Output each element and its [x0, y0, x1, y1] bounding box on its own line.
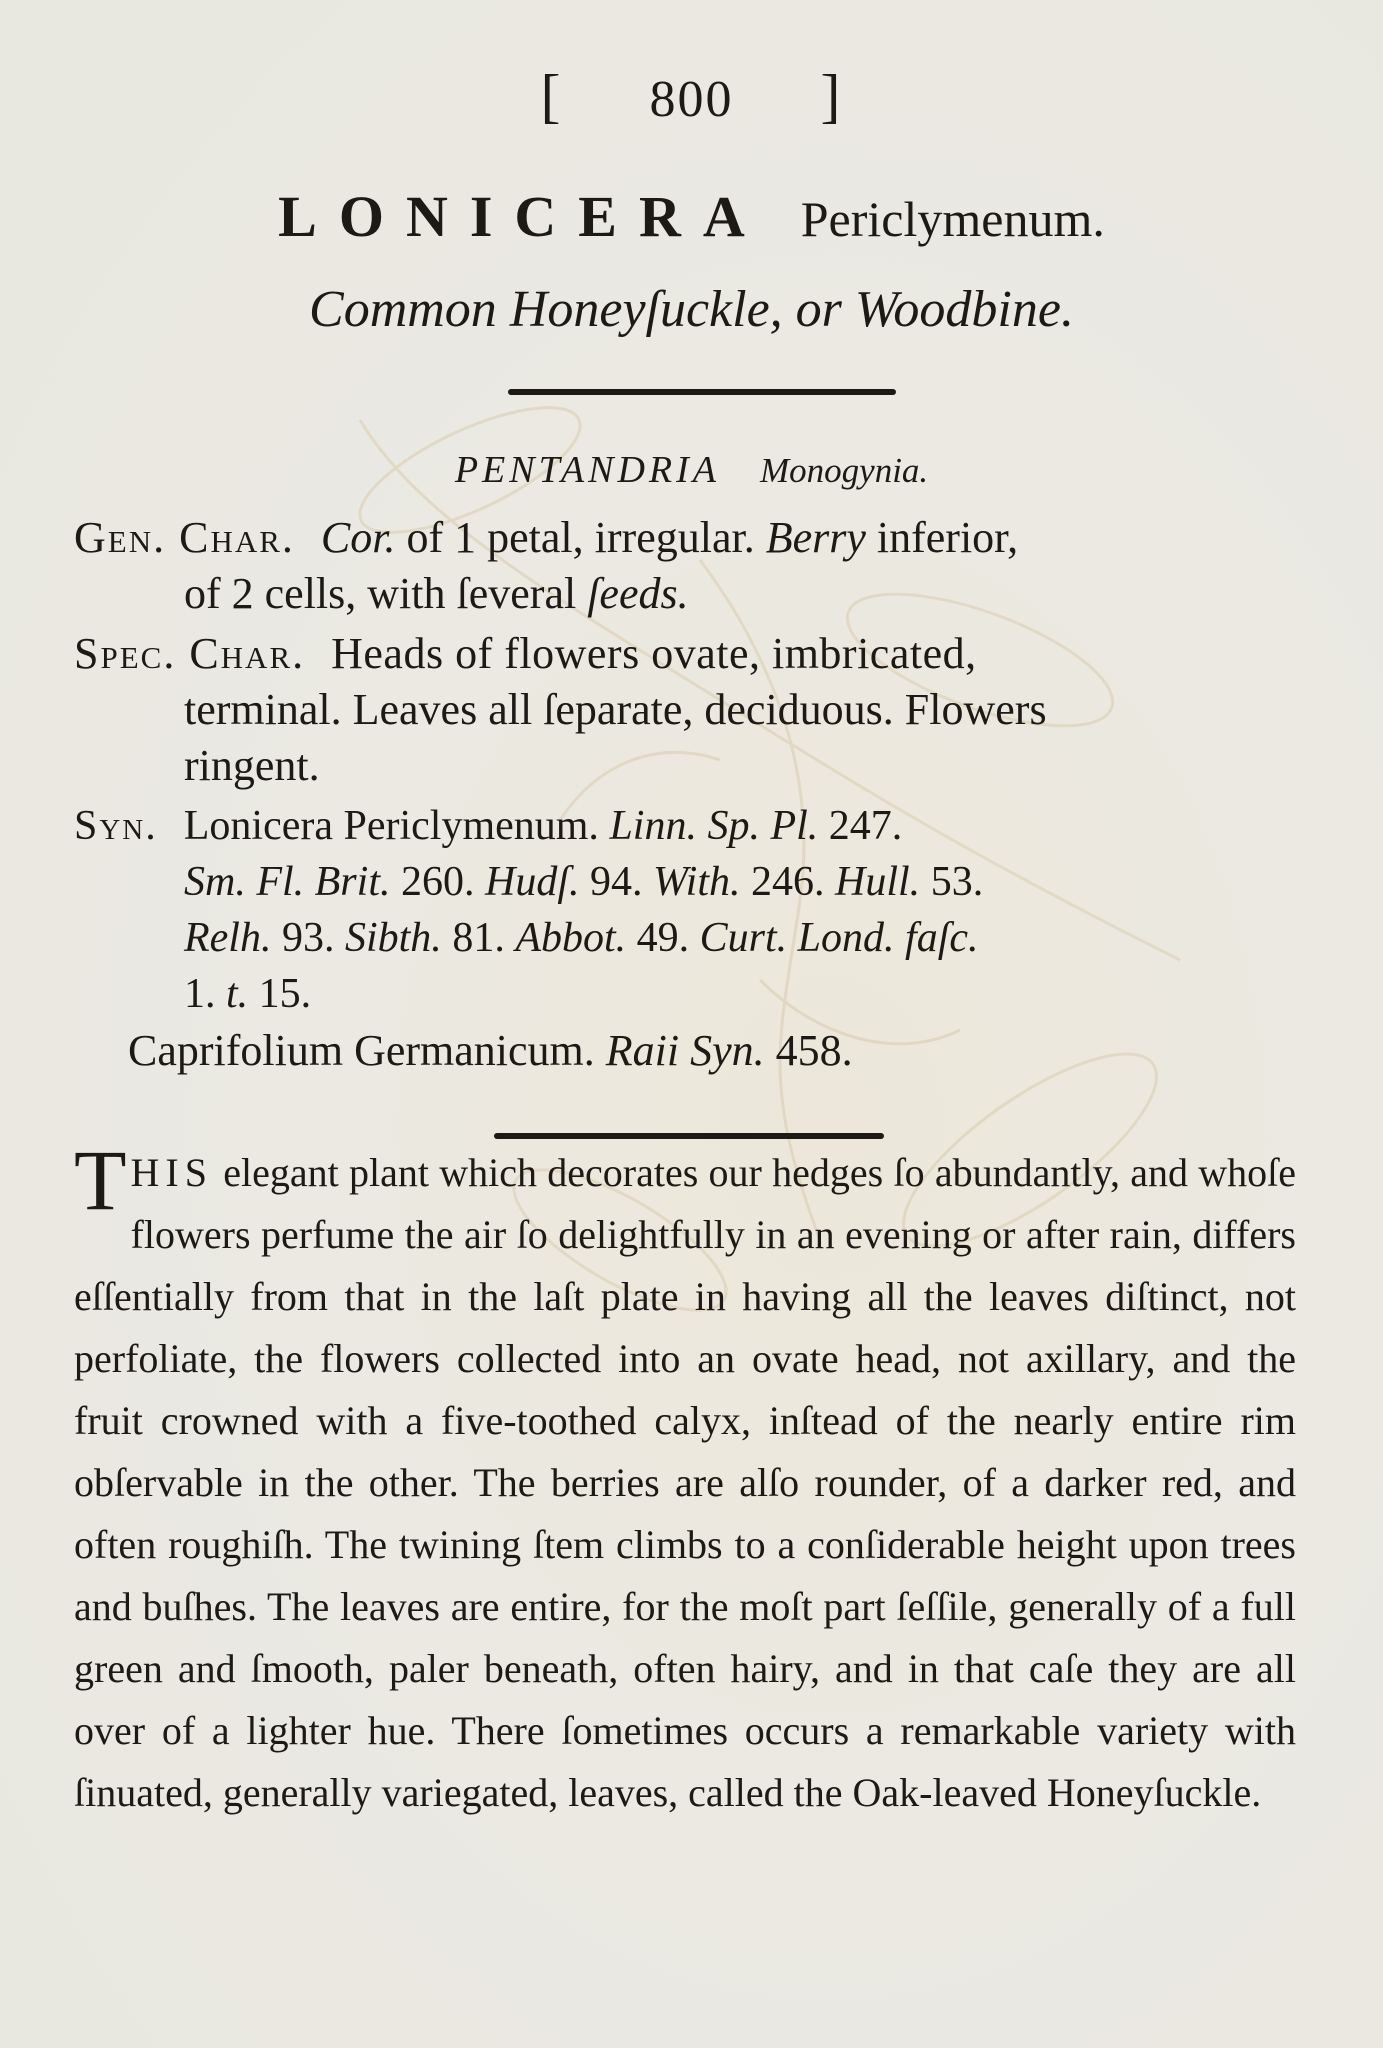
divider-rule-bottom — [494, 1133, 884, 1139]
syn-line2-d: 94. — [579, 859, 653, 905]
description-text: elegant plant which decorates our hedges ſo abundantly, and whoſe flowers perfume the air ſo delightfully in an evening or after rain, differs eſſentially from that in the laſt plate in having all the leaves diſtinct, not perfoliate, the flowers collected into an ovate head, not axillary, and the fruit crowned with a five-toothed calyx, inſtead of the nearly entire rim obſervable in the other. The berries are alſo rounder, of a darker red, and often roughiſh. The twining ſtem climbs to a conſiderable height upon trees and buſhes. The leaves are entire, for the moſt part ſeſſile, generally of a full green and ſmooth, paler beneath, often hairy, and in that caſe they are all over of a lighter hue. There ſometimes occurs a remarkable variety with ſinuated, generally variegated, leaves, called the Oak-leaved Honeyſuckle. — [74, 1150, 1296, 1815]
syn-line3-a: Relh. — [184, 915, 272, 961]
gen-char-berry: Berry — [765, 513, 866, 562]
syn-line3 — [74, 910, 1296, 966]
synonym-caprifolium — [128, 1023, 853, 1079]
common-name: Common Honeyſuckle, or Woodbine. — [309, 281, 1074, 338]
syn-line3-c: Sibth. — [344, 915, 442, 961]
syn-line2-f: 246. — [740, 859, 836, 905]
caprifolium-name: Caprifolium Germanicum. — [128, 1026, 606, 1075]
gen-char-seeds: ſeeds. — [587, 569, 689, 618]
first-word-rest: HIS — [130, 1150, 213, 1195]
syn-line4-c: 15. — [248, 971, 312, 1017]
syn-line2 — [74, 854, 1296, 910]
syn-line3-d: 81. — [441, 915, 516, 961]
page-number-open-bracket: [ — [540, 63, 563, 129]
gen-char-line2-text: of 2 cells, with ſeveral — [184, 569, 588, 618]
classification — [0, 448, 1383, 492]
synonyms — [74, 798, 1296, 1022]
description-paragraph — [74, 1132, 1296, 1824]
syn-line4 — [74, 966, 1296, 1022]
page-number-value: 800 — [649, 71, 734, 128]
spec-char-line1: Heads of flowers ovate, imbricated, — [331, 629, 977, 678]
syn-line4-b: t. — [226, 971, 249, 1017]
divider-rule-top — [508, 389, 896, 395]
syn-line1-c: 247. — [818, 803, 903, 849]
syn-line2-g: Hull. — [835, 859, 921, 905]
spec-char-line2: terminal. Leaves all ſeparate, deciduous. Flowers — [184, 685, 1047, 734]
syn-line3-f: 49. — [626, 915, 700, 961]
species-name: Periclymenum. — [800, 191, 1105, 247]
spec-char-label: Spec. Char. — [74, 629, 306, 678]
syn-line2-b: 260. — [390, 859, 485, 905]
spec-char-line3: ringent. — [184, 741, 320, 790]
generic-character — [74, 510, 1296, 622]
plant-title — [0, 183, 1383, 250]
caprifolium-page: 458. — [764, 1026, 853, 1075]
drop-cap: T — [74, 1132, 127, 1228]
syn-line2-h: 53. — [920, 859, 984, 905]
caprifolium-ref: Raii Syn. — [605, 1026, 765, 1075]
page-number-close-bracket: ] — [820, 63, 843, 129]
gen-char-text-b: of 1 petal, irregular. — [395, 513, 766, 562]
syn-line2-e: With. — [653, 859, 741, 905]
syn-line3-e: Abbot. — [515, 915, 627, 961]
gen-char-line2 — [74, 566, 1296, 622]
syn-line2-c: Hudſ. — [485, 859, 580, 905]
syn-line2-a: Sm. Fl. Brit. — [184, 859, 391, 905]
class-name: PENTANDRIA — [454, 449, 720, 491]
gen-char-text-d: inferior, — [865, 513, 1019, 562]
gen-char-corolla: Cor. — [320, 513, 396, 562]
syn-label: Syn. — [74, 803, 158, 849]
syn-line1-b: Linn. Sp. Pl. — [609, 803, 819, 849]
gen-char-label: Gen. Char. — [74, 513, 295, 562]
syn-line3-g: Curt. Lond. faſc. — [699, 915, 979, 961]
specific-character — [74, 626, 1296, 794]
order-name: Monogynia. — [760, 451, 929, 490]
page-number — [0, 62, 1383, 131]
syn-line3-b: 93. — [271, 915, 345, 961]
syn-line4-a: 1. — [184, 971, 226, 1017]
genus-name: LONICERA — [278, 184, 767, 249]
syn-line1-a: Lonicera Periclymenum. — [183, 803, 610, 849]
